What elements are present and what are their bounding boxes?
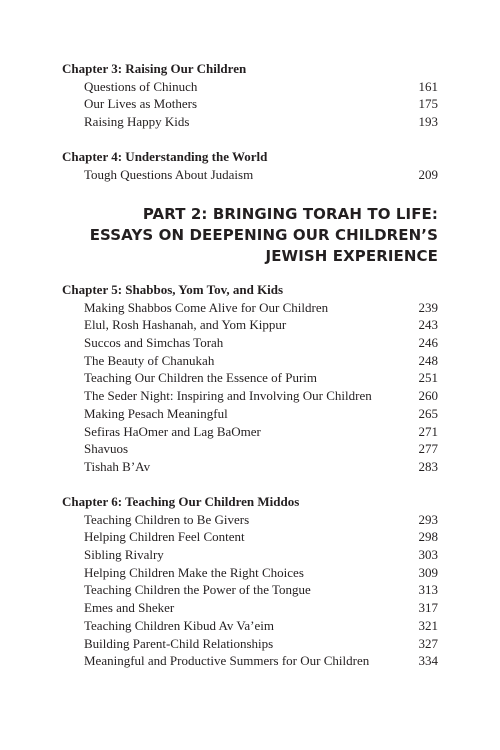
entry-page: 265 <box>418 405 438 421</box>
toc-entry[interactable] <box>62 352 438 370</box>
chapter-title: Chapter 4: Understanding the World <box>62 149 268 164</box>
entry-page: 239 <box>418 299 438 315</box>
chapter-6 <box>62 493 438 670</box>
toc-entry[interactable] <box>62 546 438 564</box>
chapter-5 <box>62 281 438 476</box>
entry-page: 283 <box>418 458 438 474</box>
toc-entry[interactable] <box>62 334 438 352</box>
entry-title: Meaningful and Productive Summers for Our Children <box>84 653 370 669</box>
entry-title: Teaching Children Kibud Av Va’eim <box>84 617 274 633</box>
entry-page: 334 <box>418 653 438 669</box>
toc-entry[interactable] <box>62 166 438 184</box>
toc-entry[interactable] <box>62 458 438 476</box>
entry-title: Our Lives as Mothers <box>84 96 198 112</box>
entry-page: 161 <box>418 78 438 94</box>
entry-title: Helping Children Feel Content <box>84 529 245 545</box>
part-heading-line: ESSAYS ON DEEPENING OUR CHILDREN’S <box>89 226 438 244</box>
entry-page: 298 <box>418 529 438 545</box>
entry-title: Questions of Chinuch <box>84 78 198 94</box>
toc-entry[interactable] <box>62 95 438 113</box>
entry-title: The Beauty of Chanukah <box>84 352 215 368</box>
entry-title: Teaching Children to Be Givers <box>84 511 250 527</box>
toc-entry[interactable] <box>62 599 438 617</box>
entry-title: Tough Questions About Judaism <box>84 166 254 182</box>
toc-entry[interactable] <box>62 78 438 96</box>
entry-page: 293 <box>418 511 438 527</box>
entry-title: Elul, Rosh Hashanah, and Yom Kippur <box>84 317 287 333</box>
toc-entry[interactable] <box>62 511 438 529</box>
chapter-3 <box>62 60 438 131</box>
entry-title: Sefiras HaOmer and Lag BaOmer <box>84 423 261 439</box>
part-heading-line: PART 2: BRINGING TORAH TO LIFE: <box>142 205 438 223</box>
toc-entry[interactable] <box>62 581 438 599</box>
part-heading-line: JEWISH EXPERIENCE <box>265 247 438 265</box>
entry-page: 277 <box>418 441 438 457</box>
toc-entry[interactable] <box>62 405 438 423</box>
entry-page: 209 <box>418 166 438 182</box>
toc-entry[interactable] <box>62 369 438 387</box>
toc-entry[interactable] <box>62 528 438 546</box>
entry-page: 309 <box>418 564 438 580</box>
entry-title: The Seder Night: Inspiring and Involving Our Children <box>84 388 372 404</box>
chapter-title: Chapter 3: Raising Our Children <box>62 61 247 76</box>
entry-title: Building Parent-Child Relationships <box>84 635 274 651</box>
chapter-4 <box>62 148 438 183</box>
entry-title: Emes and Sheker <box>84 600 175 616</box>
entry-page: 175 <box>418 96 438 112</box>
entry-title: Teaching Our Children the Essence of Purim <box>84 370 318 386</box>
toc-entry[interactable] <box>62 299 438 317</box>
entry-title: Shavuos <box>84 441 129 457</box>
entry-page: 317 <box>418 600 438 616</box>
toc-entry[interactable] <box>62 387 438 405</box>
toc-entry[interactable] <box>62 113 438 131</box>
entry-page: 260 <box>418 388 438 404</box>
entry-page: 243 <box>418 317 438 333</box>
entry-title: Helping Children Make the Right Choices <box>84 564 304 580</box>
toc-entry[interactable] <box>62 564 438 582</box>
toc-entry[interactable] <box>62 617 438 635</box>
entry-title: Raising Happy Kids <box>84 114 190 130</box>
toc-entry[interactable] <box>62 652 438 670</box>
chapter-title: Chapter 6: Teaching Our Children Middos <box>62 494 300 509</box>
entry-page: 248 <box>418 352 438 368</box>
entry-page: 193 <box>418 114 438 130</box>
toc-entry[interactable] <box>62 635 438 653</box>
entry-page: 271 <box>418 423 438 439</box>
chapter-title: Chapter 5: Shabbos, Yom Tov, and Kids <box>62 282 284 297</box>
entry-title: Succos and Simchas Torah <box>84 335 224 351</box>
entry-page: 251 <box>418 370 438 386</box>
entry-title: Sibling Rivalry <box>84 547 164 563</box>
toc-entry[interactable] <box>62 316 438 334</box>
entry-title: Tishah B’Av <box>84 458 151 474</box>
entry-page: 246 <box>418 335 438 351</box>
entry-page: 313 <box>418 582 438 598</box>
entry-title: Teaching Children the Power of the Tongue <box>84 582 311 598</box>
entry-page: 321 <box>418 617 438 633</box>
entry-title: Making Pesach Meaningful <box>84 405 228 421</box>
entry-page: 303 <box>418 547 438 563</box>
toc-entry[interactable] <box>62 423 438 441</box>
toc-entry[interactable] <box>62 440 438 458</box>
entry-title: Making Shabbos Come Alive for Our Children <box>84 299 329 315</box>
entry-page: 327 <box>418 635 438 651</box>
part-heading <box>62 204 438 267</box>
